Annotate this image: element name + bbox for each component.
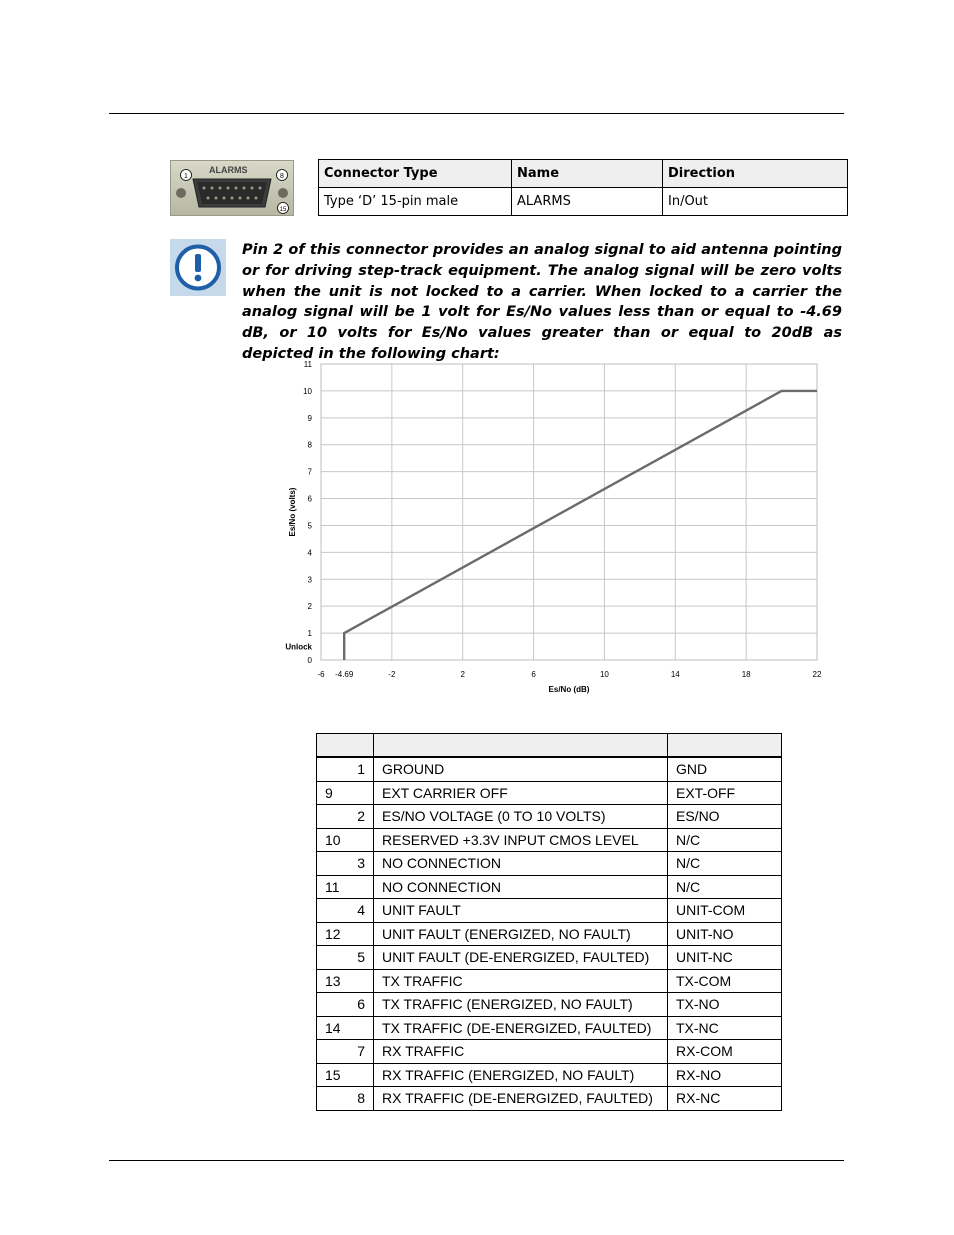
- header-description: [374, 734, 668, 758]
- pin-description: NO CONNECTION: [374, 875, 668, 899]
- x-axis-label: Es/No (dB): [548, 685, 590, 694]
- cell-name: ALARMS: [512, 188, 663, 216]
- y-axis-label: Es/No (volts): [288, 487, 297, 537]
- y-tick-label: 6: [307, 494, 312, 504]
- y-tick-label: 1: [307, 629, 312, 639]
- table-row: [317, 899, 782, 923]
- pin-description: NO CONNECTION: [374, 852, 668, 876]
- pin-number: 2: [317, 805, 374, 829]
- connector-label: ALARMS: [209, 165, 248, 175]
- header-connector-type: Connector Type: [319, 160, 512, 188]
- pin-number: 11: [317, 875, 374, 899]
- pin-number: 4: [317, 899, 374, 923]
- pin-number: 10: [317, 828, 374, 852]
- db15-connector-graphic: [171, 161, 294, 216]
- y-tick-label: 11: [303, 360, 312, 369]
- x-tick-label: 22: [812, 670, 822, 679]
- x-tick-label: 18: [741, 670, 751, 679]
- header-name: Name: [512, 160, 663, 188]
- connector-table-row: [319, 188, 848, 216]
- pin-signal: UNIT-COM: [668, 899, 782, 923]
- pin-number: 13: [317, 969, 374, 993]
- table-row: [317, 828, 782, 852]
- table-row: [317, 1087, 782, 1111]
- x-tick-label: 6: [531, 670, 536, 679]
- pin-marker-8: [277, 170, 288, 181]
- table-row: [317, 1016, 782, 1040]
- pin-description: EXT CARRIER OFF: [374, 781, 668, 805]
- pin-number: 12: [317, 922, 374, 946]
- pin-table-header-row: [317, 734, 782, 758]
- y-tick-label: 2: [307, 602, 312, 612]
- y-tick-label: 4: [307, 548, 312, 558]
- pin-description: UNIT FAULT: [374, 899, 668, 923]
- pin-signal: ES/NO: [668, 805, 782, 829]
- cell-direction: In/Out: [663, 188, 848, 216]
- table-row: [317, 922, 782, 946]
- chart-grid: [321, 364, 817, 660]
- pin-signal: N/C: [668, 875, 782, 899]
- unlock-annotation: Unlock: [285, 642, 312, 652]
- pin-description: RX TRAFFIC (DE-ENERGIZED, FAULTED): [374, 1087, 668, 1111]
- table-row: [317, 805, 782, 829]
- y-tick-label: 9: [307, 413, 312, 423]
- pin-description: UNIT FAULT (DE-ENERGIZED, FAULTED): [374, 946, 668, 970]
- pin-number: 9: [317, 781, 374, 805]
- pin-number: 15: [317, 1063, 374, 1087]
- header-signal: [668, 734, 782, 758]
- exclamation-circle-icon: [170, 239, 226, 296]
- pin-description: TX TRAFFIC (ENERGIZED, NO FAULT): [374, 993, 668, 1017]
- pin-description: UNIT FAULT (ENERGIZED, NO FAULT): [374, 922, 668, 946]
- header-direction: Direction: [663, 160, 848, 188]
- pin-number: 8: [317, 1087, 374, 1111]
- table-row: [317, 993, 782, 1017]
- header-rule: [109, 113, 844, 114]
- table-row: [317, 1063, 782, 1087]
- pin-signal: TX-NO: [668, 993, 782, 1017]
- svg-text:15: 15: [279, 207, 287, 213]
- pin-signal: RX-NC: [668, 1087, 782, 1111]
- y-tick-label: 8: [307, 440, 312, 450]
- pin-signal: TX-NC: [668, 1016, 782, 1040]
- y-tick-labels: [303, 360, 312, 665]
- pin-signal: GND: [668, 757, 782, 781]
- chart-svg: [276, 352, 836, 700]
- table-row: [317, 757, 782, 781]
- x-tick-label: -2: [388, 670, 396, 679]
- footer-rule: [109, 1160, 844, 1161]
- pin-description: TX TRAFFIC (DE-ENERGIZED, FAULTED): [374, 1016, 668, 1040]
- y-tick-label: 7: [307, 467, 312, 477]
- table-row: [317, 852, 782, 876]
- pin-signal: N/C: [668, 852, 782, 876]
- header-pin: [317, 734, 374, 758]
- connector-info-table: [318, 159, 848, 216]
- connector-table-header-row: [319, 160, 848, 188]
- pin-description: GROUND: [374, 757, 668, 781]
- pin-number: 7: [317, 1040, 374, 1064]
- pin-marker-1: [181, 170, 192, 181]
- x-tick-label: 2: [460, 670, 465, 679]
- x-tick-label: 10: [599, 670, 609, 679]
- table-row: [317, 1040, 782, 1064]
- pin-number: 14: [317, 1016, 374, 1040]
- pin-number: 3: [317, 852, 374, 876]
- pin-signal: EXT-OFF: [668, 781, 782, 805]
- pin-number: 6: [317, 993, 374, 1017]
- pin-description: ES/NO VOLTAGE (0 TO 10 VOLTS): [374, 805, 668, 829]
- table-row: [317, 969, 782, 993]
- pin-assignment-table: [316, 733, 782, 1111]
- x-tick-label: -6: [317, 670, 325, 679]
- x-tick-label: -4.69: [335, 670, 354, 679]
- esno-voltage-chart: [276, 352, 836, 700]
- pin-signal: UNIT-NC: [668, 946, 782, 970]
- pin-marker-15: [278, 203, 289, 214]
- pin-description: TX TRAFFIC: [374, 969, 668, 993]
- pin-description: RX TRAFFIC (ENERGIZED, NO FAULT): [374, 1063, 668, 1087]
- pin-number: 5: [317, 946, 374, 970]
- y-tick-label: 0: [307, 656, 312, 665]
- svg-text:8: 8: [280, 173, 284, 180]
- pin-signal: N/C: [668, 828, 782, 852]
- table-row: [317, 875, 782, 899]
- pin-description: RX TRAFFIC: [374, 1040, 668, 1064]
- pin-signal: RX-COM: [668, 1040, 782, 1064]
- notice-text: Pin 2 of this connector provides an analog signal to aid antenna pointing or for driving step-track equipment. The analog signal will be zero volts when the unit is not locked to a carrier. When locked to a carrier the analog signal will be 1 volt for Es/No values less than or equal to -4.69 dB, or 10 volts for Es/No values greater than or equal to 20dB as depicted in the following chart:: [242, 242, 842, 362]
- pin-signal: RX-NO: [668, 1063, 782, 1087]
- y-tick-label: 10: [303, 386, 312, 396]
- pin-description: RESERVED +3.3V INPUT CMOS LEVEL: [374, 828, 668, 852]
- x-tick-label: 14: [670, 670, 680, 679]
- y-tick-label: 5: [307, 521, 312, 531]
- x-tick-labels: [317, 670, 822, 679]
- cell-connector-type: Type ‘D’ 15-pin male: [319, 188, 512, 216]
- table-row: [317, 781, 782, 805]
- svg-text:1: 1: [184, 173, 188, 180]
- alarms-connector-photo: [170, 160, 294, 216]
- pin-signal: TX-COM: [668, 969, 782, 993]
- table-row: [317, 946, 782, 970]
- pin-table-body: [317, 757, 782, 1110]
- pin-signal: UNIT-NO: [668, 922, 782, 946]
- pin-number: 1: [317, 757, 374, 781]
- plot-frame: [321, 364, 817, 660]
- y-tick-label: 3: [307, 575, 312, 585]
